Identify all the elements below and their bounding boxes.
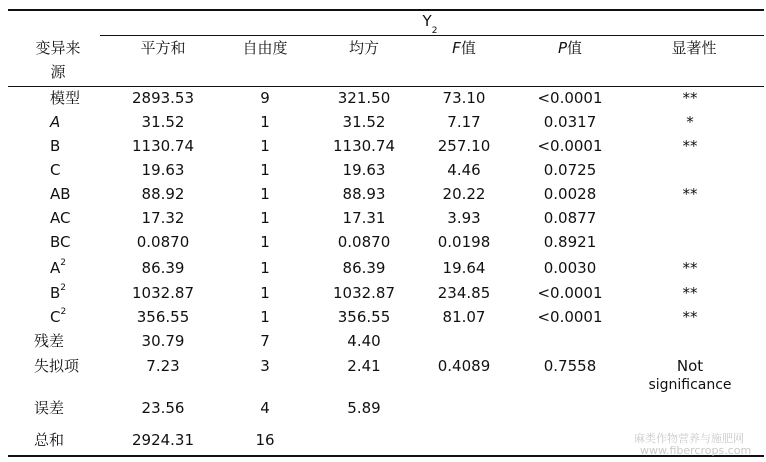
row-f: 19.64: [442, 259, 486, 277]
row-f: 4.46: [447, 161, 481, 179]
row-ss: 17.32: [141, 209, 185, 227]
row-df: 1: [260, 161, 270, 179]
row-p: <0.0001: [537, 89, 603, 107]
row-ss: 23.56: [141, 399, 185, 417]
row-f: 73.10: [442, 89, 486, 107]
header-source-line2: 源: [50, 63, 66, 81]
row-ss: 88.92: [141, 185, 185, 203]
row-df: 1: [260, 113, 270, 131]
row-p: 0.8921: [543, 233, 597, 251]
row-source: B: [50, 137, 61, 155]
row-df: 1: [260, 259, 270, 277]
row-df: 16: [255, 431, 275, 449]
header-mean-square: 均方: [348, 39, 380, 57]
row-source: C: [50, 161, 61, 179]
header-f-value: F值: [452, 39, 476, 57]
row-source: $B^2$: [50, 283, 67, 302]
row-ss: 1130.74: [131, 137, 195, 155]
row-ms: 1130.74: [332, 137, 396, 155]
header-rule: [8, 86, 764, 87]
table-top-rule: [8, 9, 764, 11]
row-ms: 1032.87: [332, 284, 396, 302]
row-source: BC: [50, 233, 71, 251]
row-f: 0.0198: [437, 233, 491, 251]
row-source: 模型: [50, 89, 81, 107]
row-f: 0.4089: [437, 357, 491, 375]
group-underline: [100, 35, 764, 36]
row-source: 误差: [34, 399, 65, 417]
row-sig: **: [682, 308, 698, 326]
row-source: A: [50, 113, 61, 131]
row-ms: 88.93: [342, 185, 386, 203]
row-f: 7.17: [447, 113, 481, 131]
row-ss: 19.63: [141, 161, 185, 179]
row-source: 总和: [34, 431, 65, 449]
row-ss: 1032.87: [131, 284, 195, 302]
row-df: 7: [260, 332, 270, 350]
row-ms: 356.55: [337, 308, 391, 326]
row-df: 1: [260, 185, 270, 203]
row-ms: 5.89: [347, 399, 381, 417]
row-ms: 2.41: [347, 357, 381, 375]
row-p: 0.0028: [543, 185, 597, 203]
row-p: <0.0001: [537, 137, 603, 155]
watermark-url: www.fibercrops.com: [640, 444, 752, 457]
row-p: 0.0030: [543, 259, 597, 277]
row-p: 0.0317: [543, 113, 597, 131]
row-ms: 19.63: [342, 161, 386, 179]
row-sig: Not: [676, 357, 704, 375]
header-significance: 显著性: [671, 39, 717, 57]
row-p: <0.0001: [537, 284, 603, 302]
header-p-value: P值: [557, 39, 583, 57]
row-ss: 31.52: [141, 113, 185, 131]
row-df: 1: [260, 233, 270, 251]
row-ss: 2924.31: [131, 431, 195, 449]
row-ms: 86.39: [342, 259, 386, 277]
row-f: 20.22: [442, 185, 486, 203]
row-sig: *: [686, 113, 694, 131]
row-p: 0.7558: [543, 357, 597, 375]
group-header: $Y_2$: [422, 12, 438, 36]
row-p: 0.0877: [543, 209, 597, 227]
row-sig-line2: significance: [648, 377, 732, 393]
row-ss: 0.0870: [136, 233, 190, 251]
row-ms: 17.31: [342, 209, 386, 227]
row-source: 失拟项: [34, 357, 80, 375]
header-source: 变异来: [35, 39, 81, 57]
row-df: 4: [260, 399, 270, 417]
row-sig: **: [682, 89, 698, 107]
row-df: 1: [260, 137, 270, 155]
row-ss: 7.23: [146, 357, 180, 375]
row-ss: 86.39: [141, 259, 185, 277]
row-source: $A^2$: [50, 258, 66, 277]
row-f: 81.07: [442, 308, 486, 326]
watermark: 麻类作物营养与施肥网: [634, 432, 744, 445]
row-f: 234.85: [437, 284, 491, 302]
row-ss: 356.55: [136, 308, 190, 326]
row-ms: 31.52: [342, 113, 386, 131]
row-df: 9: [260, 89, 270, 107]
row-sig: **: [682, 284, 698, 302]
header-degrees-of-freedom: 自由度: [242, 39, 288, 57]
row-f: 3.93: [447, 209, 481, 227]
row-p: <0.0001: [537, 308, 603, 326]
row-ms: 321.50: [337, 89, 391, 107]
row-sig: **: [682, 137, 698, 155]
row-source: $C^2$: [50, 307, 67, 326]
row-f: 257.10: [437, 137, 491, 155]
header-sum-of-squares: 平方和: [140, 39, 186, 57]
row-source: AC: [50, 209, 71, 227]
row-ss: 30.79: [141, 332, 185, 350]
row-ss: 2893.53: [131, 89, 195, 107]
row-ms: 0.0870: [337, 233, 391, 251]
row-source: AB: [50, 185, 71, 203]
row-source: 残差: [34, 332, 65, 350]
row-p: 0.0725: [543, 161, 597, 179]
row-df: 1: [260, 308, 270, 326]
row-ms: 4.40: [347, 332, 381, 350]
row-df: 1: [260, 209, 270, 227]
row-sig: **: [682, 259, 698, 277]
row-df: 3: [260, 357, 270, 375]
row-df: 1: [260, 284, 270, 302]
row-sig: **: [682, 185, 698, 203]
